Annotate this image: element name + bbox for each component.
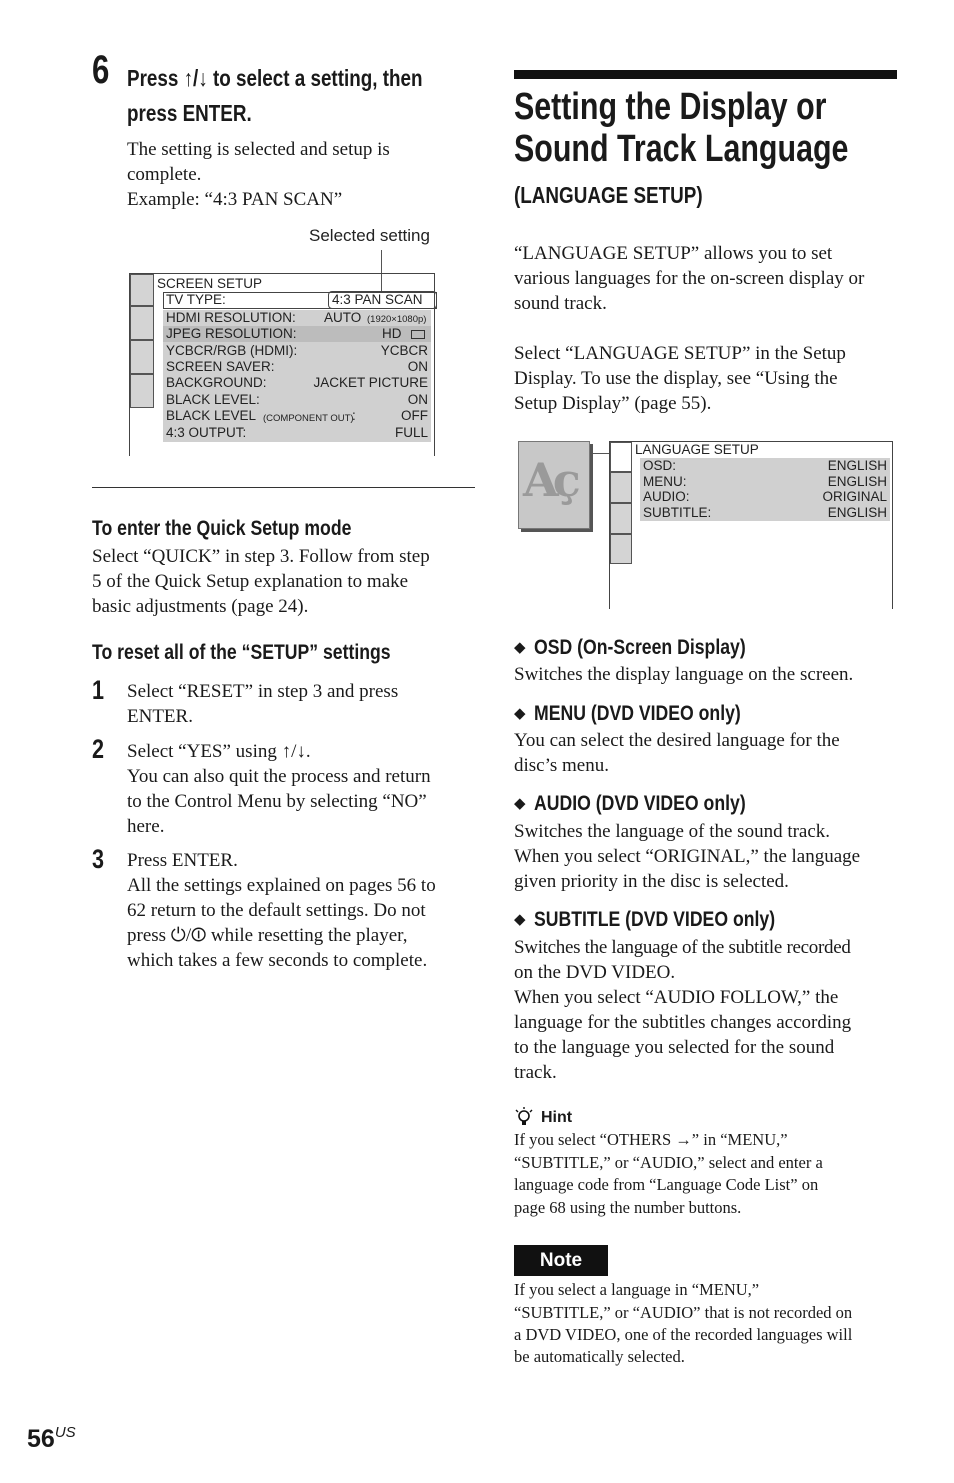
item-line: to the language you selected for the sound <box>514 1037 835 1058</box>
page-number <box>27 1424 76 1454</box>
selected-setting-callout: Selected setting <box>309 226 430 245</box>
language-icon-glyph: Aç <box>523 453 575 507</box>
item-heading: MENU (DVD VIDEO only) <box>534 702 741 725</box>
page-number-suffix: US <box>54 1424 76 1441</box>
intro-line1: “LANGUAGE SETUP” allows you to set <box>514 243 833 264</box>
note-line: a DVD VIDEO, one of the recorded languages will <box>514 1325 853 1344</box>
intro-line2: various languages for the on-screen display or <box>514 268 865 289</box>
row-label: BACKGROUND: <box>166 375 267 390</box>
select-line2: Display. To use the display, see “Using the <box>514 368 838 389</box>
select-line1: Select “LANGUAGE SETUP” in the Setup <box>514 343 846 364</box>
reset-heading: To reset all of the “SETUP” settings <box>92 641 391 664</box>
row-value: HD <box>382 326 402 341</box>
step-body-line1: The setting is selected and setup is <box>127 139 390 160</box>
item-line: You can select the desired language for the <box>514 730 840 751</box>
hd-screen-icon <box>411 330 425 339</box>
reset-step2-line4: here. <box>127 816 165 837</box>
row-label: AUDIO: <box>643 489 690 504</box>
note-label: Note <box>514 1245 608 1276</box>
reset-step1-line2: ENTER. <box>127 706 193 727</box>
osd-tab-3 <box>130 340 154 374</box>
language-setup-title: LANGUAGE SETUP <box>635 442 759 457</box>
row-label: MENU: <box>643 474 687 489</box>
screen-setup-title: SCREEN SETUP <box>157 276 263 291</box>
hint-line: page 68 using the number buttons. <box>514 1198 742 1217</box>
row-label: OSD: <box>643 458 677 473</box>
hint-line: “SUBTITLE,” or “AUDIO,” select and enter a <box>514 1153 823 1172</box>
row-note: (COMPONENT OUT) <box>263 413 354 424</box>
item-line: track. <box>514 1062 557 1083</box>
reset-step3-line2: All the settings explained on pages 56 to <box>127 875 436 896</box>
row-label: YCBCR/RGB (HDMI): <box>166 343 298 358</box>
reset-step3-line5: which takes a few seconds to complete. <box>127 950 428 971</box>
row-value: ENGLISH <box>827 458 887 473</box>
lang-frame-right <box>892 441 893 609</box>
step-number: 6 <box>92 48 110 92</box>
diamond-bullet-icon: ◆ <box>514 910 526 928</box>
item-line: on the DVD VIDEO. <box>514 962 676 983</box>
reset-step2-line2: You can also quit the process and return <box>127 766 431 787</box>
diamond-bullet-icon: ◆ <box>514 704 526 722</box>
lang-tab-2 <box>610 472 632 503</box>
osd-tab-4 <box>130 374 154 408</box>
step-heading-line1: Press ↑/↓ to select a setting, then <box>127 65 423 91</box>
section-subtitle: (LANGUAGE SETUP) <box>514 182 703 208</box>
item-line: disc’s menu. <box>514 755 609 776</box>
section-divider <box>92 487 475 488</box>
reset-step3-line1: Press ENTER. <box>127 850 238 871</box>
item-line: given priority in the disc is selected. <box>514 871 789 892</box>
note-line: be automatically selected. <box>514 1347 685 1366</box>
reset-step3-line3: 62 return to the default settings. Do not <box>127 900 426 921</box>
section-title-line2: Sound Track Language <box>514 128 849 170</box>
row-label: SCREEN SAVER: <box>166 359 275 374</box>
reset-step1-line1: Select “RESET” in step 3 and press <box>127 681 399 702</box>
hint-line: language code from “Language Code List” on <box>514 1175 819 1194</box>
item-heading: OSD (On-Screen Display) <box>534 636 746 659</box>
row-value: ORIGINAL <box>822 489 887 504</box>
item-line: Switches the language of the sound track. <box>514 821 831 842</box>
row-value: FULL <box>394 425 428 440</box>
item-heading: AUDIO (DVD VIDEO only) <box>534 792 746 815</box>
diamond-bullet-icon: ◆ <box>514 638 526 656</box>
row-label: 4:3 OUTPUT: <box>166 425 247 440</box>
step-body-line2: complete. <box>127 164 202 185</box>
step-body-line3: Example: “4:3 PAN SCAN” <box>127 189 343 210</box>
row-label: BLACK LEVEL <box>166 408 257 423</box>
page-number-value: 56 <box>27 1425 55 1453</box>
reset-step-number: 1 <box>92 675 105 705</box>
language-icon <box>518 441 590 529</box>
step-heading-line2: press ENTER. <box>127 100 252 126</box>
lightbulb-icon <box>514 1107 534 1127</box>
row-value: AUTO <box>324 310 362 325</box>
select-line3: Setup Display” (page 55). <box>514 393 712 414</box>
row-value: ENGLISH <box>827 474 887 489</box>
item-line: When you select “AUDIO FOLLOW,” the <box>514 987 839 1008</box>
item-line: language for the subtitles changes according <box>514 1012 852 1033</box>
item-heading: SUBTITLE (DVD VIDEO only) <box>534 908 776 931</box>
hint-line: If you select “OTHERS →” in “MENU,” <box>514 1130 788 1149</box>
row-label: BLACK LEVEL: <box>166 392 260 407</box>
item-line: When you select “ORIGINAL,” the language <box>514 846 861 867</box>
lang-tab-3 <box>610 503 632 534</box>
osd-row-jpeg-resolution <box>163 326 431 342</box>
title-rule <box>514 70 897 79</box>
reset-step-number: 2 <box>92 734 105 764</box>
section-title-line1: Setting the Display or <box>514 86 827 128</box>
row-label: SUBTITLE: <box>643 505 712 520</box>
row-label: TV TYPE: <box>166 292 226 307</box>
quick-setup-line1: Select “QUICK” in step 3. Follow from step <box>92 546 430 567</box>
item-line: Switches the language of the subtitle recorded <box>514 937 851 958</box>
row-note: (1920×1080p) <box>367 314 427 325</box>
item-line: Switches the display language on the screen. <box>514 664 854 685</box>
diamond-bullet-icon: ◆ <box>514 794 526 812</box>
row-value: JACKET PICTURE <box>313 375 428 390</box>
quick-setup-line2: 5 of the Quick Setup explanation to make <box>92 571 409 592</box>
row-value: 4:3 PAN SCAN <box>332 292 423 307</box>
osd-tab-2 <box>130 306 154 340</box>
osd-frame-top <box>129 273 435 274</box>
note-line: If you select a language in “MENU,” <box>514 1280 760 1299</box>
note-line: “SUBTITLE,” or “AUDIO” that is not recorded on <box>514 1303 853 1322</box>
lang-tab-4 <box>610 534 632 564</box>
reset-step3-line4: press ⏻/⏼ while resetting the player, <box>127 925 408 946</box>
callout-line <box>381 250 382 292</box>
row-value: ON <box>407 359 428 374</box>
reset-step2-line3: to the Control Menu by selecting “NO” <box>127 791 427 812</box>
quick-setup-heading: To enter the Quick Setup mode <box>92 517 352 540</box>
intro-line3: sound track. <box>514 293 607 314</box>
reset-step-number: 3 <box>92 844 105 874</box>
quick-setup-line3: basic adjustments (page 24). <box>92 596 309 617</box>
hint-label: Hint <box>541 1109 573 1126</box>
row-value: ON <box>407 392 428 407</box>
row-value: OFF <box>401 408 428 423</box>
row-suffix: : <box>352 408 356 423</box>
row-label: JPEG RESOLUTION: <box>166 326 297 341</box>
osd-tab-1 <box>130 274 154 306</box>
row-value: YCBCR <box>380 343 428 358</box>
row-value: ENGLISH <box>827 505 887 520</box>
reset-step2-line1: Select “YES” using ↑/↓. <box>127 741 311 762</box>
row-label: HDMI RESOLUTION: <box>166 310 296 325</box>
lang-tab-1 <box>610 442 632 472</box>
